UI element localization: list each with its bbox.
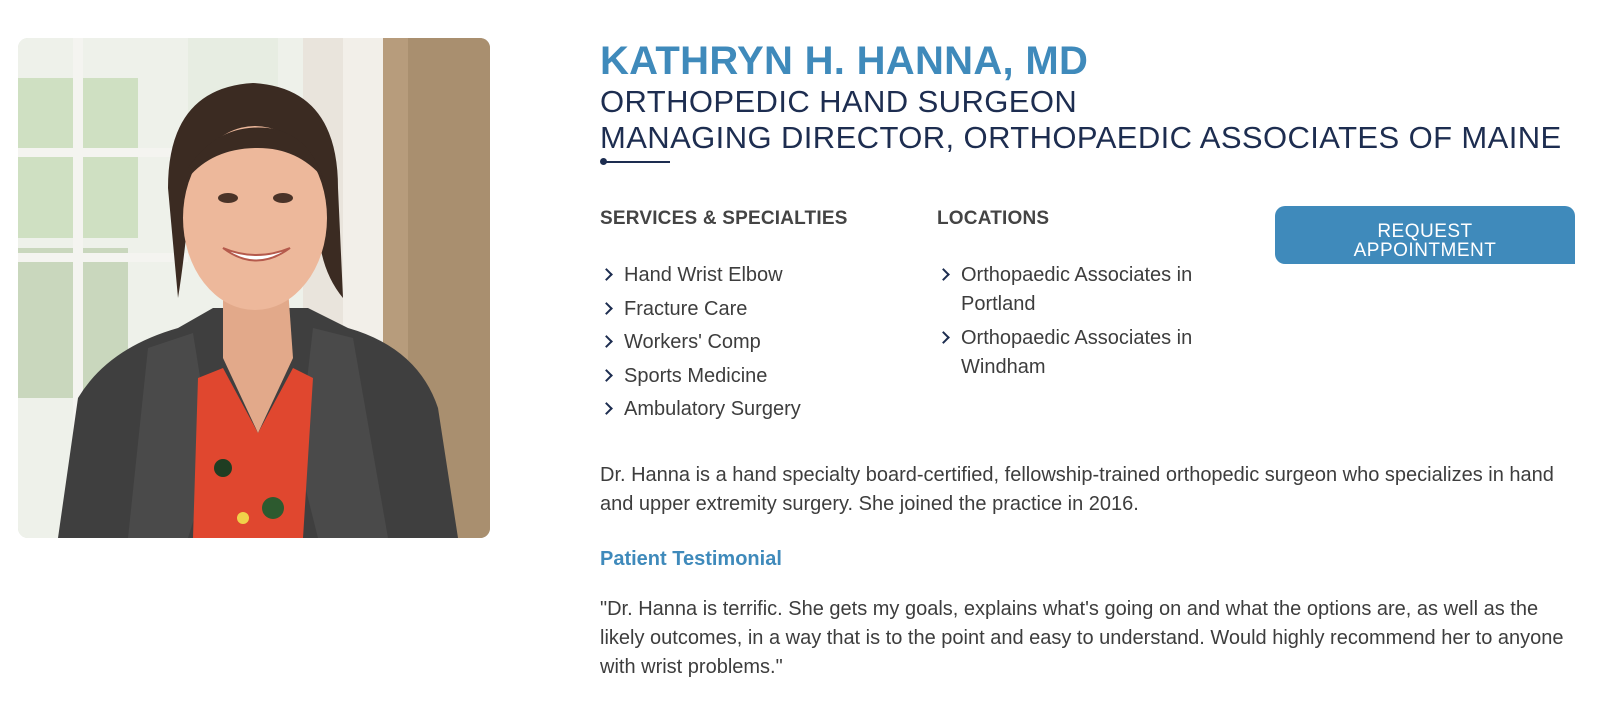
testimonial-heading: Patient Testimonial [600, 548, 782, 570]
chevron-right-icon [600, 335, 613, 348]
service-item-hand-wrist-elbow[interactable] [600, 261, 920, 290]
chevron-right-icon [600, 402, 613, 415]
request-appointment-label-line-2: APPOINTMENT [1353, 239, 1497, 261]
location-item-label: Orthopaedic Associates in Portland [961, 264, 1193, 315]
testimonial-quote: "Dr. Hanna is terrific. She gets my goals, explains what's going on and what the options are, as well as the likely outcomes, in a way that is to the point and easy to understand. Would highly recommend her to anyone with wrist problems." [600, 598, 1564, 678]
chevron-right-icon [600, 302, 613, 315]
location-item-windham[interactable] [937, 324, 1237, 382]
service-item-sports-medicine[interactable] [600, 362, 920, 391]
services-heading: SERVICES & SPECIALTIES [600, 208, 848, 229]
details-columns [600, 208, 1590, 458]
locations-column [937, 208, 1237, 386]
chevron-right-icon [937, 331, 950, 344]
locations-list [937, 261, 1237, 382]
location-item-label: Orthopaedic Associates in Windham [961, 326, 1193, 378]
request-appointment-label-line-1: REQUEST [1377, 220, 1473, 242]
doctor-photo [18, 38, 490, 538]
chevron-right-icon [937, 268, 950, 281]
doctor-role-title: MANAGING DIRECTOR, ORTHOPAEDIC ASSOCIATES OF MAINE [600, 120, 1562, 155]
service-item-workers-comp[interactable] [600, 328, 920, 357]
title-divider [600, 158, 670, 166]
services-column [600, 208, 920, 429]
service-item-fracture-care[interactable] [600, 295, 920, 324]
service-item-label: Fracture Care [624, 297, 748, 320]
doctor-profile [600, 38, 1590, 458]
service-item-label: Workers' Comp [624, 331, 761, 353]
chevron-right-icon [600, 369, 613, 382]
doctor-portrait-image [18, 38, 490, 538]
doctor-name: KATHRYN H. HANNA, MD [600, 39, 1089, 83]
service-item-label: Ambulatory Surgery [624, 398, 801, 420]
service-item-label: Sports Medicine [624, 364, 768, 387]
doctor-specialty-title: ORTHOPEDIC HAND SURGEON [600, 84, 1078, 119]
request-appointment-button[interactable] [1275, 206, 1575, 264]
chevron-right-icon [600, 268, 613, 281]
services-list [600, 261, 920, 424]
service-item-ambulatory-surgery[interactable] [600, 395, 920, 424]
doctor-bio: Dr. Hanna is a hand specialty board-certified, fellowship-trained orthopedic surgeon who specializes in hand and upper extremity surgery. She joined the practice in 2016. [600, 464, 1554, 515]
service-item-label: Hand Wrist Elbow [624, 264, 783, 286]
locations-heading: LOCATIONS [937, 208, 1050, 229]
location-item-portland[interactable] [937, 261, 1237, 319]
